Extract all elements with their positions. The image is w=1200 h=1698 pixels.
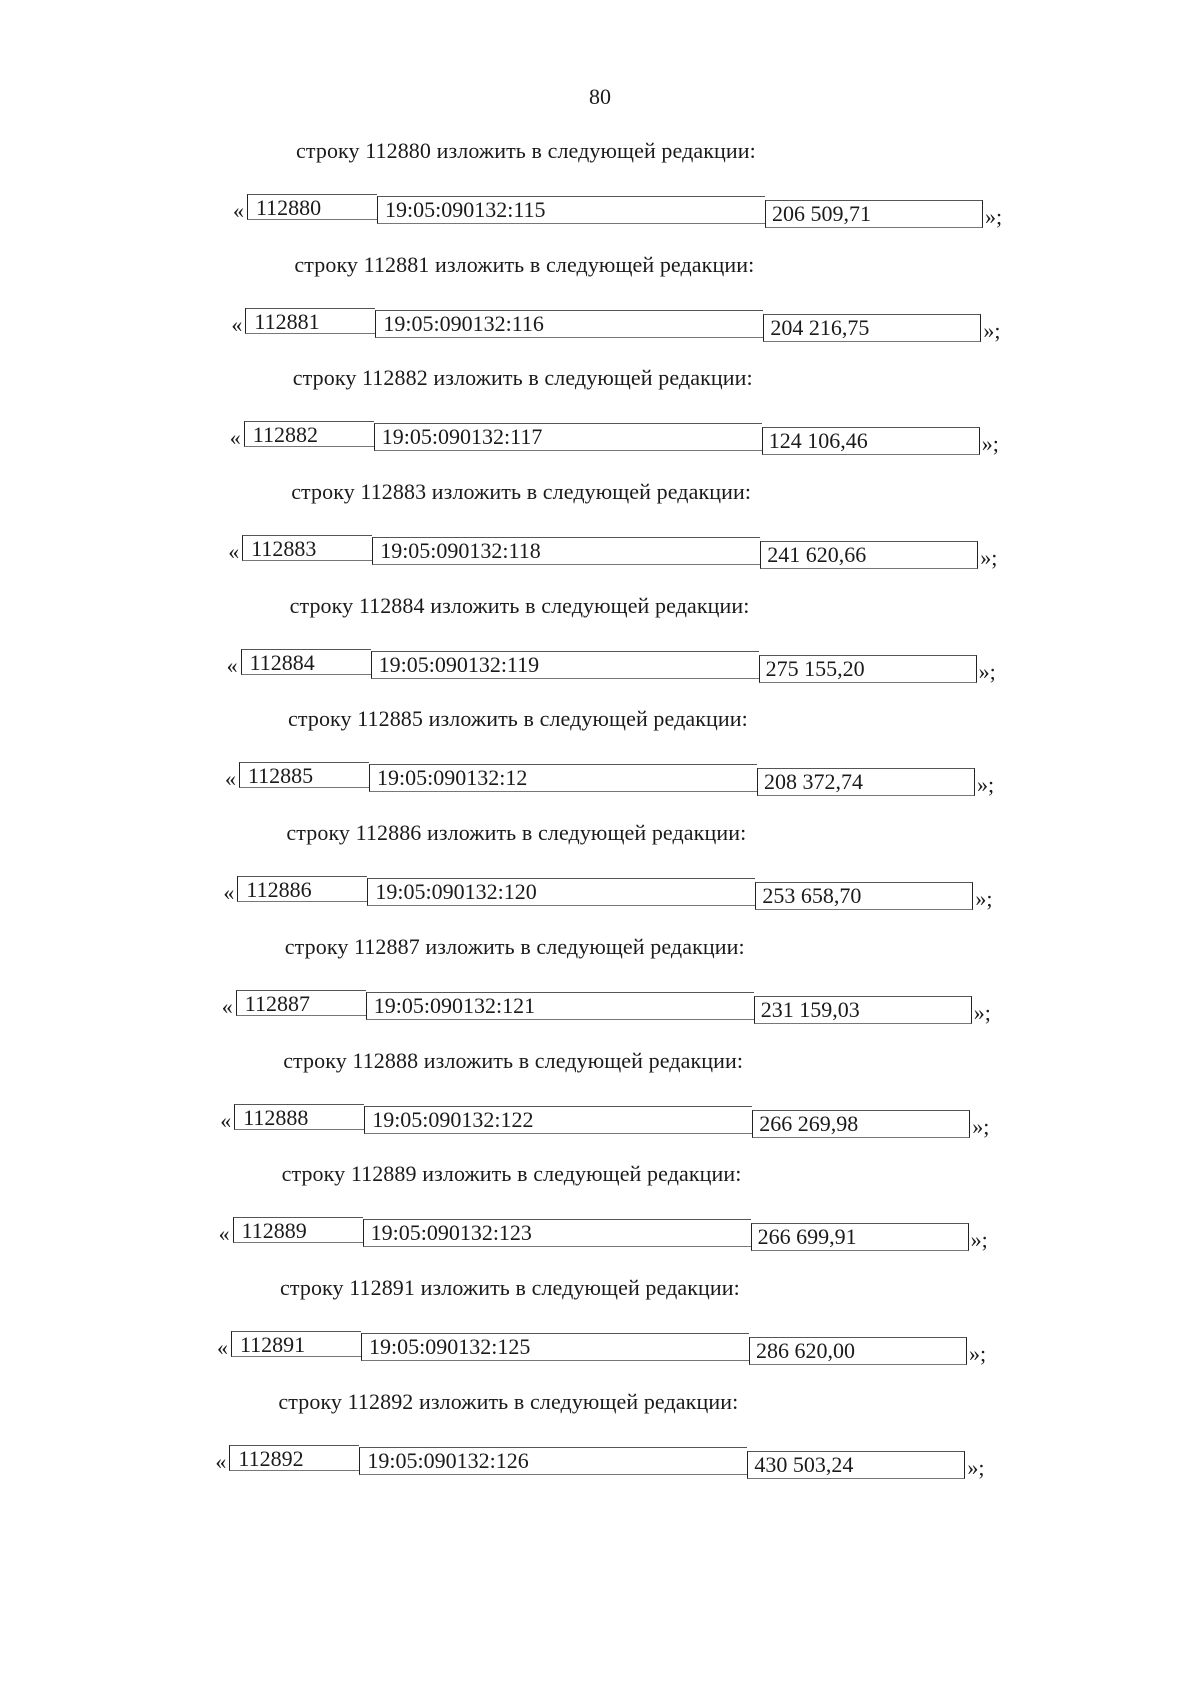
amendment-block xyxy=(0,932,1200,1046)
cadastral-number-cell: 19:05:090132:121 xyxy=(366,992,754,1020)
table-row xyxy=(244,421,1002,453)
amendment-block xyxy=(0,591,1200,705)
opening-quote: « xyxy=(233,198,244,223)
table-row xyxy=(236,990,994,1022)
opening-quote: « xyxy=(217,1334,228,1360)
cadastral-number-cell: 19:05:090132:123 xyxy=(363,1219,751,1247)
amendment-instruction: строку 112880 изложить в следующей редакции: xyxy=(296,138,756,163)
opening-quote: « xyxy=(225,766,236,792)
table-row xyxy=(231,1331,989,1363)
amendment-block xyxy=(0,1387,1200,1501)
amount-cell: 253 658,70 xyxy=(755,882,973,910)
closing-quote: »; xyxy=(981,431,999,457)
page-number: 80 xyxy=(589,84,611,109)
amount-cell: 275 155,20 xyxy=(759,655,977,683)
cadastral-number-cell: 19:05:090132:126 xyxy=(359,1447,747,1475)
amendment-instruction: строку 112892 изложить в следующей редакции: xyxy=(278,1388,739,1414)
amendment-instruction: строку 112883 изложить в следующей редакции: xyxy=(291,479,752,505)
amendment-instruction: строку 112886 изложить в следующей редакции: xyxy=(286,820,747,846)
amount-cell: 430 503,24 xyxy=(747,1451,965,1479)
row-number-cell: 112880 xyxy=(247,194,377,220)
cadastral-number-cell: 19:05:090132:115 xyxy=(377,196,765,224)
table-row xyxy=(241,649,999,681)
closing-quote: »; xyxy=(978,658,996,684)
row-number-cell: 112885 xyxy=(239,762,369,788)
closing-quote: »; xyxy=(980,545,998,571)
amount-cell: 241 620,66 xyxy=(760,541,978,569)
amendment-block xyxy=(0,1159,1200,1273)
amount-cell: 204 216,75 xyxy=(763,314,981,342)
amendment-list xyxy=(0,136,1200,1500)
opening-quote: « xyxy=(215,1448,227,1474)
row-number-cell: 112891 xyxy=(231,1331,361,1357)
opening-quote: « xyxy=(221,993,233,1019)
opening-quote: « xyxy=(228,539,240,565)
opening-quote: « xyxy=(231,311,243,337)
closing-quote: »; xyxy=(969,1340,987,1366)
amendment-block xyxy=(0,1273,1200,1387)
table-row xyxy=(245,308,1003,340)
amendment-block xyxy=(0,477,1200,591)
closing-quote: »; xyxy=(983,317,1001,343)
table-row xyxy=(247,194,1005,226)
row-number-cell: 112884 xyxy=(241,649,371,675)
row-number-cell: 112887 xyxy=(236,990,366,1016)
amendment-instruction: строку 112887 изложить в следующей редакции: xyxy=(284,933,745,959)
row-number-cell: 112882 xyxy=(244,421,374,447)
amendment-block xyxy=(0,818,1200,932)
row-number-cell: 112892 xyxy=(229,1445,359,1471)
amount-cell: 206 509,71 xyxy=(765,200,983,228)
cadastral-number-cell: 19:05:090132:120 xyxy=(367,878,755,906)
closing-quote: »; xyxy=(985,204,1003,229)
amendment-instruction: строку 112888 изложить в следующей редакции: xyxy=(283,1047,744,1073)
cadastral-number-cell: 19:05:090132:117 xyxy=(374,423,762,451)
opening-quote: « xyxy=(226,652,238,678)
opening-quote: « xyxy=(218,1221,230,1247)
cadastral-number-cell: 19:05:090132:119 xyxy=(371,651,759,679)
closing-quote: »; xyxy=(977,772,995,798)
row-number-cell: 112886 xyxy=(237,876,367,902)
table-row xyxy=(229,1445,987,1477)
row-number-cell: 112889 xyxy=(233,1217,363,1243)
table-row xyxy=(237,876,995,908)
closing-quote: »; xyxy=(967,1454,985,1480)
row-number-cell: 112883 xyxy=(242,535,372,561)
table-row xyxy=(239,762,997,794)
cadastral-number-cell: 19:05:090132:125 xyxy=(361,1333,749,1361)
amendment-instruction: строку 112885 изложить в следующей редакции: xyxy=(288,706,748,732)
amount-cell: 124 106,46 xyxy=(762,427,980,455)
table-row xyxy=(242,535,1000,567)
opening-quote: « xyxy=(220,1107,232,1133)
closing-quote: »; xyxy=(972,1113,990,1139)
closing-quote: »; xyxy=(975,886,993,912)
amendment-block xyxy=(0,1046,1200,1160)
amendment-block xyxy=(0,363,1200,477)
amendment-instruction: строку 112882 изложить в следующей редакции: xyxy=(292,365,753,391)
cadastral-number-cell: 19:05:090132:116 xyxy=(375,310,763,338)
table-row xyxy=(233,1217,991,1249)
opening-quote: « xyxy=(229,425,241,451)
closing-quote: »; xyxy=(970,1227,988,1253)
amount-cell: 231 159,03 xyxy=(754,996,972,1024)
cadastral-number-cell: 19:05:090132:118 xyxy=(372,537,760,565)
table-row xyxy=(234,1104,992,1136)
row-number-cell: 112888 xyxy=(234,1104,364,1130)
cadastral-number-cell: 19:05:090132:12 xyxy=(369,764,757,792)
amendment-instruction: строку 112884 изложить в следующей редакции: xyxy=(289,592,750,618)
row-number-cell: 112881 xyxy=(245,308,375,334)
cadastral-number-cell: 19:05:090132:122 xyxy=(364,1106,752,1134)
amendment-instruction: строку 112891 изложить в следующей редакции: xyxy=(280,1274,740,1300)
amount-cell: 266 699,91 xyxy=(751,1223,969,1251)
amendment-instruction: строку 112889 изложить в следующей редакции: xyxy=(281,1161,742,1187)
amendment-instruction: строку 112881 изложить в следующей редакции: xyxy=(294,251,755,277)
amendment-block xyxy=(0,704,1200,818)
closing-quote: »; xyxy=(973,999,991,1025)
amount-cell: 208 372,74 xyxy=(757,768,975,796)
amount-cell: 286 620,00 xyxy=(749,1337,967,1365)
amendment-block xyxy=(0,136,1200,250)
opening-quote: « xyxy=(223,880,235,906)
amendment-block xyxy=(0,250,1200,364)
amount-cell: 266 269,98 xyxy=(752,1110,970,1138)
